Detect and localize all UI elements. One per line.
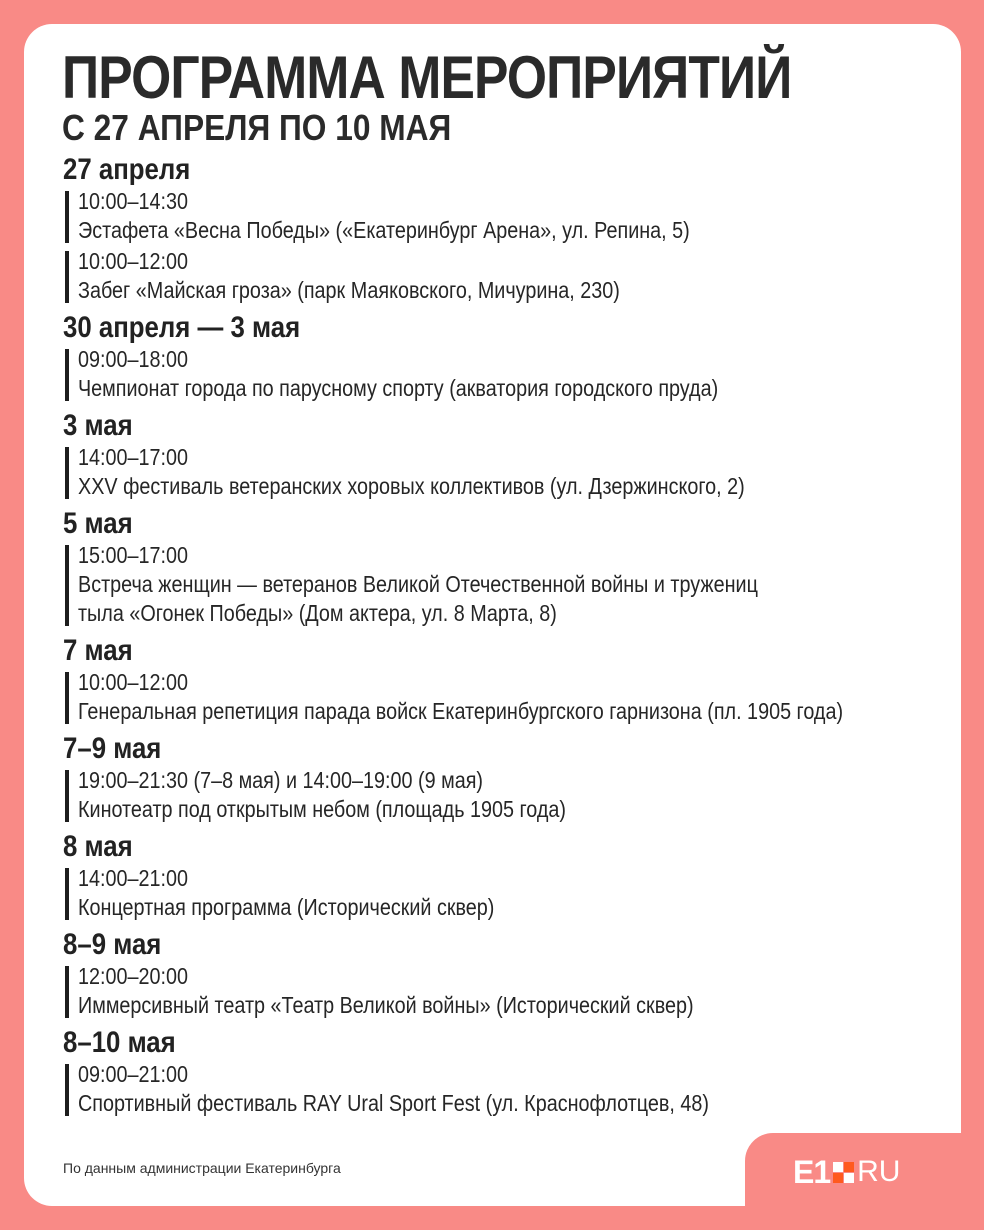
event-item: [63, 443, 963, 501]
event-item: [63, 962, 963, 1020]
day-date: 8–10 мая: [63, 1026, 176, 1059]
schedule-day: [63, 634, 963, 726]
event-description: тыла «Огонек Победы» (Дом актера, ул. 8 Марта, 8): [78, 600, 557, 626]
event-time: 14:00–21:00: [78, 865, 188, 891]
event-description: Концертная программа (Исторический сквер): [78, 894, 495, 920]
event-item: [63, 766, 963, 824]
event-time: 09:00–18:00: [78, 346, 188, 372]
event-item: [63, 247, 963, 305]
event-description: Эстафета «Весна Победы» («Екатеринбург Арена», ул. Репина, 5): [78, 217, 690, 243]
event-item: [63, 668, 963, 726]
schedule-day: [63, 153, 963, 305]
day-date: 8 мая: [63, 830, 133, 863]
e1-logo: [793, 1153, 901, 1190]
schedule-day: [63, 928, 963, 1020]
event-item: [63, 1060, 963, 1118]
event-time: 10:00–12:00: [78, 248, 188, 274]
event-description: Чемпионат города по парусному спорту (акватория городского пруда): [78, 375, 719, 401]
event-time: 12:00–20:00: [78, 963, 188, 989]
schedule-day: [63, 732, 963, 824]
day-date: 30 апреля — 3 мая: [63, 311, 301, 344]
event-time: 09:00–21:00: [78, 1061, 188, 1087]
schedule-day: [63, 507, 963, 628]
event-item: [63, 541, 963, 628]
event-description: Генеральная репетиция парада войск Екатеринбургского гарнизона (пл. 1905 года): [78, 698, 844, 724]
logo-squares-icon: [833, 1162, 854, 1183]
schedule-day: [63, 1026, 963, 1118]
event-item: [63, 187, 963, 245]
logo-text-e1: E1: [793, 1153, 831, 1190]
event-time: 10:00–14:30: [78, 188, 188, 214]
event-description: Кинотеатр под открытым небом (площадь 1905 года): [78, 796, 566, 822]
event-time: 14:00–17:00: [78, 444, 188, 470]
event-item: [63, 864, 963, 922]
event-description: Встреча женщин — ветеранов Великой Отечественной войны и тружениц: [78, 571, 758, 597]
event-time: 19:00–21:30 (7–8 мая) и 14:00–19:00 (9 мая): [78, 767, 483, 793]
schedule-day: [63, 830, 963, 922]
day-date: 8–9 мая: [63, 928, 162, 961]
schedule-day: [63, 311, 963, 403]
event-description: Забег «Майская гроза» (парк Маяковского, Мичурина, 230): [78, 277, 620, 303]
day-date: 5 мая: [63, 507, 133, 540]
schedule-list: [63, 153, 963, 1120]
event-time: 15:00–17:00: [78, 542, 188, 568]
event-item: [63, 345, 963, 403]
logo-text-ru: RU: [857, 1155, 901, 1188]
event-description: Спортивный фестиваль RAY Ural Sport Fest (ул. Краснофлотцев, 48): [78, 1090, 709, 1116]
event-description: XXV фестиваль ветеранских хоровых коллективов (ул. Дзержинского, 2): [78, 473, 745, 499]
day-date: 27 апреля: [63, 153, 191, 186]
day-date: 3 мая: [63, 409, 133, 442]
event-time: 10:00–12:00: [78, 669, 188, 695]
event-description: Иммерсивный театр «Театр Великой войны» (Исторический сквер): [78, 992, 694, 1018]
day-date: 7 мая: [63, 634, 133, 667]
page-title: ПРОГРАММА МЕРОПРИЯТИЙ: [62, 44, 792, 111]
page-subtitle: С 27 АПРЕЛЯ ПО 10 МАЯ: [62, 107, 452, 148]
schedule-day: [63, 409, 963, 501]
source-note: По данным администрации Екатеринбурга: [63, 1160, 341, 1176]
day-date: 7–9 мая: [63, 732, 162, 765]
